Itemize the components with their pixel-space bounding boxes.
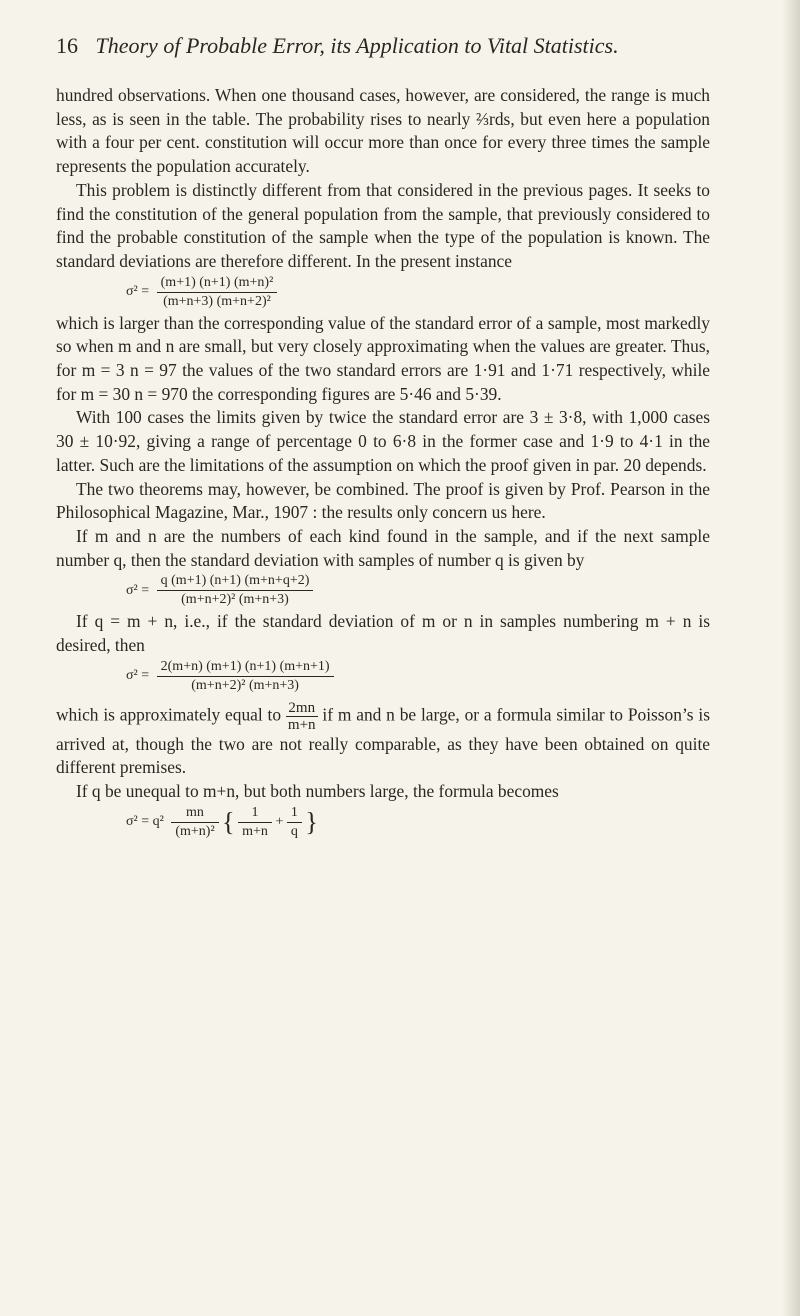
text-run: if m and n be large, or a formula similar to Poisson’s is arrived at, though the two are not really comparable, as they have been obtained on quite different premises. [56, 704, 710, 778]
paragraph: The two theorems may, however, be combined. The proof is given by Prof. Pearson in the Philosophical Magazine, Mar., 1907 : the results only concern us here. [56, 478, 710, 523]
open-brace: { [222, 807, 235, 837]
equation-lhs: σ² = q² [126, 814, 164, 830]
equation-3 [56, 658, 710, 696]
equation-fraction [287, 804, 302, 841]
equation-fraction [238, 804, 272, 841]
paragraph: With 100 cases the limits given by twice the standard error are 3 ± 3·8, with 1,000 cases 30 ± 10·92, giving a range of percentage 0 to 6·8 in the former case and 1·9 to 4·1 in the latter. Such are the limitations of the assumption on which the proof given in par. 20 depends. [56, 407, 710, 475]
equation-lhs: σ² = [126, 668, 150, 684]
numerator: q (m+1) (n+1) (m+n+q+2) [157, 572, 314, 591]
paragraph: If m and n are the numbers of each kind found in the sample, and if the next sample number q, then the standard deviation with samples of number q is given by [56, 525, 710, 570]
numerator: 1 [238, 804, 272, 823]
paragraph: hundred observations. When one thousand cases, however, are considered, the range is much less, as is seen in the table. The probability rises to nearly ⅔rds, but even here a population with a four per cent. constitution will occur more than once for every three times the sample represents the population accurately. [56, 85, 710, 177]
page-number: 16 [56, 33, 78, 58]
running-title: Theory of Probable Error, its Application to Vital Statistics. [95, 33, 619, 58]
denominator: (m+n)² [175, 823, 215, 839]
equation-fraction [157, 658, 334, 695]
equation-lhs: σ² = [126, 284, 150, 300]
equation-fraction [157, 274, 278, 311]
numerator: (m+1) (n+1) (m+n)² [157, 274, 278, 293]
close-brace: } [305, 807, 318, 837]
running-header [56, 33, 706, 59]
text-run: which is approximately equal to [56, 704, 282, 725]
equation-fraction [171, 804, 218, 841]
equation-lhs: σ² = [126, 582, 150, 598]
numerator: mn [171, 804, 218, 823]
body-text [56, 84, 710, 848]
numerator: 1 [287, 804, 302, 823]
plus-sign: + [275, 814, 284, 830]
equation-2 [56, 572, 710, 610]
paragraph: This problem is distinctly different from that considered in the previous pages. It seeks to find the constitution of the general population from the sample, that previously considered to find the probable constitution of the sample when the type of the population is known. The standard deviations are therefore different. In the present instance [56, 179, 710, 271]
numerator: 2(m+n) (m+1) (n+1) (m+n+1) [157, 658, 334, 677]
equation-4 [56, 804, 710, 848]
equation-1 [56, 274, 710, 312]
denominator: (m+n+2)² (m+n+3) [181, 592, 289, 608]
paragraph: If q be unequal to m+n, but both numbers large, the formula becomes [76, 781, 559, 802]
denominator: m+n [287, 716, 316, 733]
denominator: m+n [242, 823, 268, 839]
inline-fraction [286, 700, 318, 733]
denominator: (m+n+2)² (m+n+3) [191, 677, 299, 693]
denominator: (m+n+3) (m+n+2)² [163, 293, 271, 309]
paragraph: which is larger than the corresponding value of the standard error of a sample, most markedly so when m and n are small, but very closely approximating when the values are greater. Thus, for m = 3 n = 97 the values of the two standard errors are 1·91 and 1·71 respectively, while for m = 30 n = 970 the corresponding figures are 5·46 and 5·39. [56, 312, 710, 404]
equation-fraction [157, 572, 314, 609]
paragraph [56, 700, 710, 780]
numerator: 2mn [286, 700, 318, 717]
paragraph: If q = m + n, i.e., if the standard deviation of m or n in samples numbering m + n is desired, then [56, 611, 710, 656]
denominator: q [290, 823, 298, 839]
page-edge-shadow [782, 0, 800, 1316]
